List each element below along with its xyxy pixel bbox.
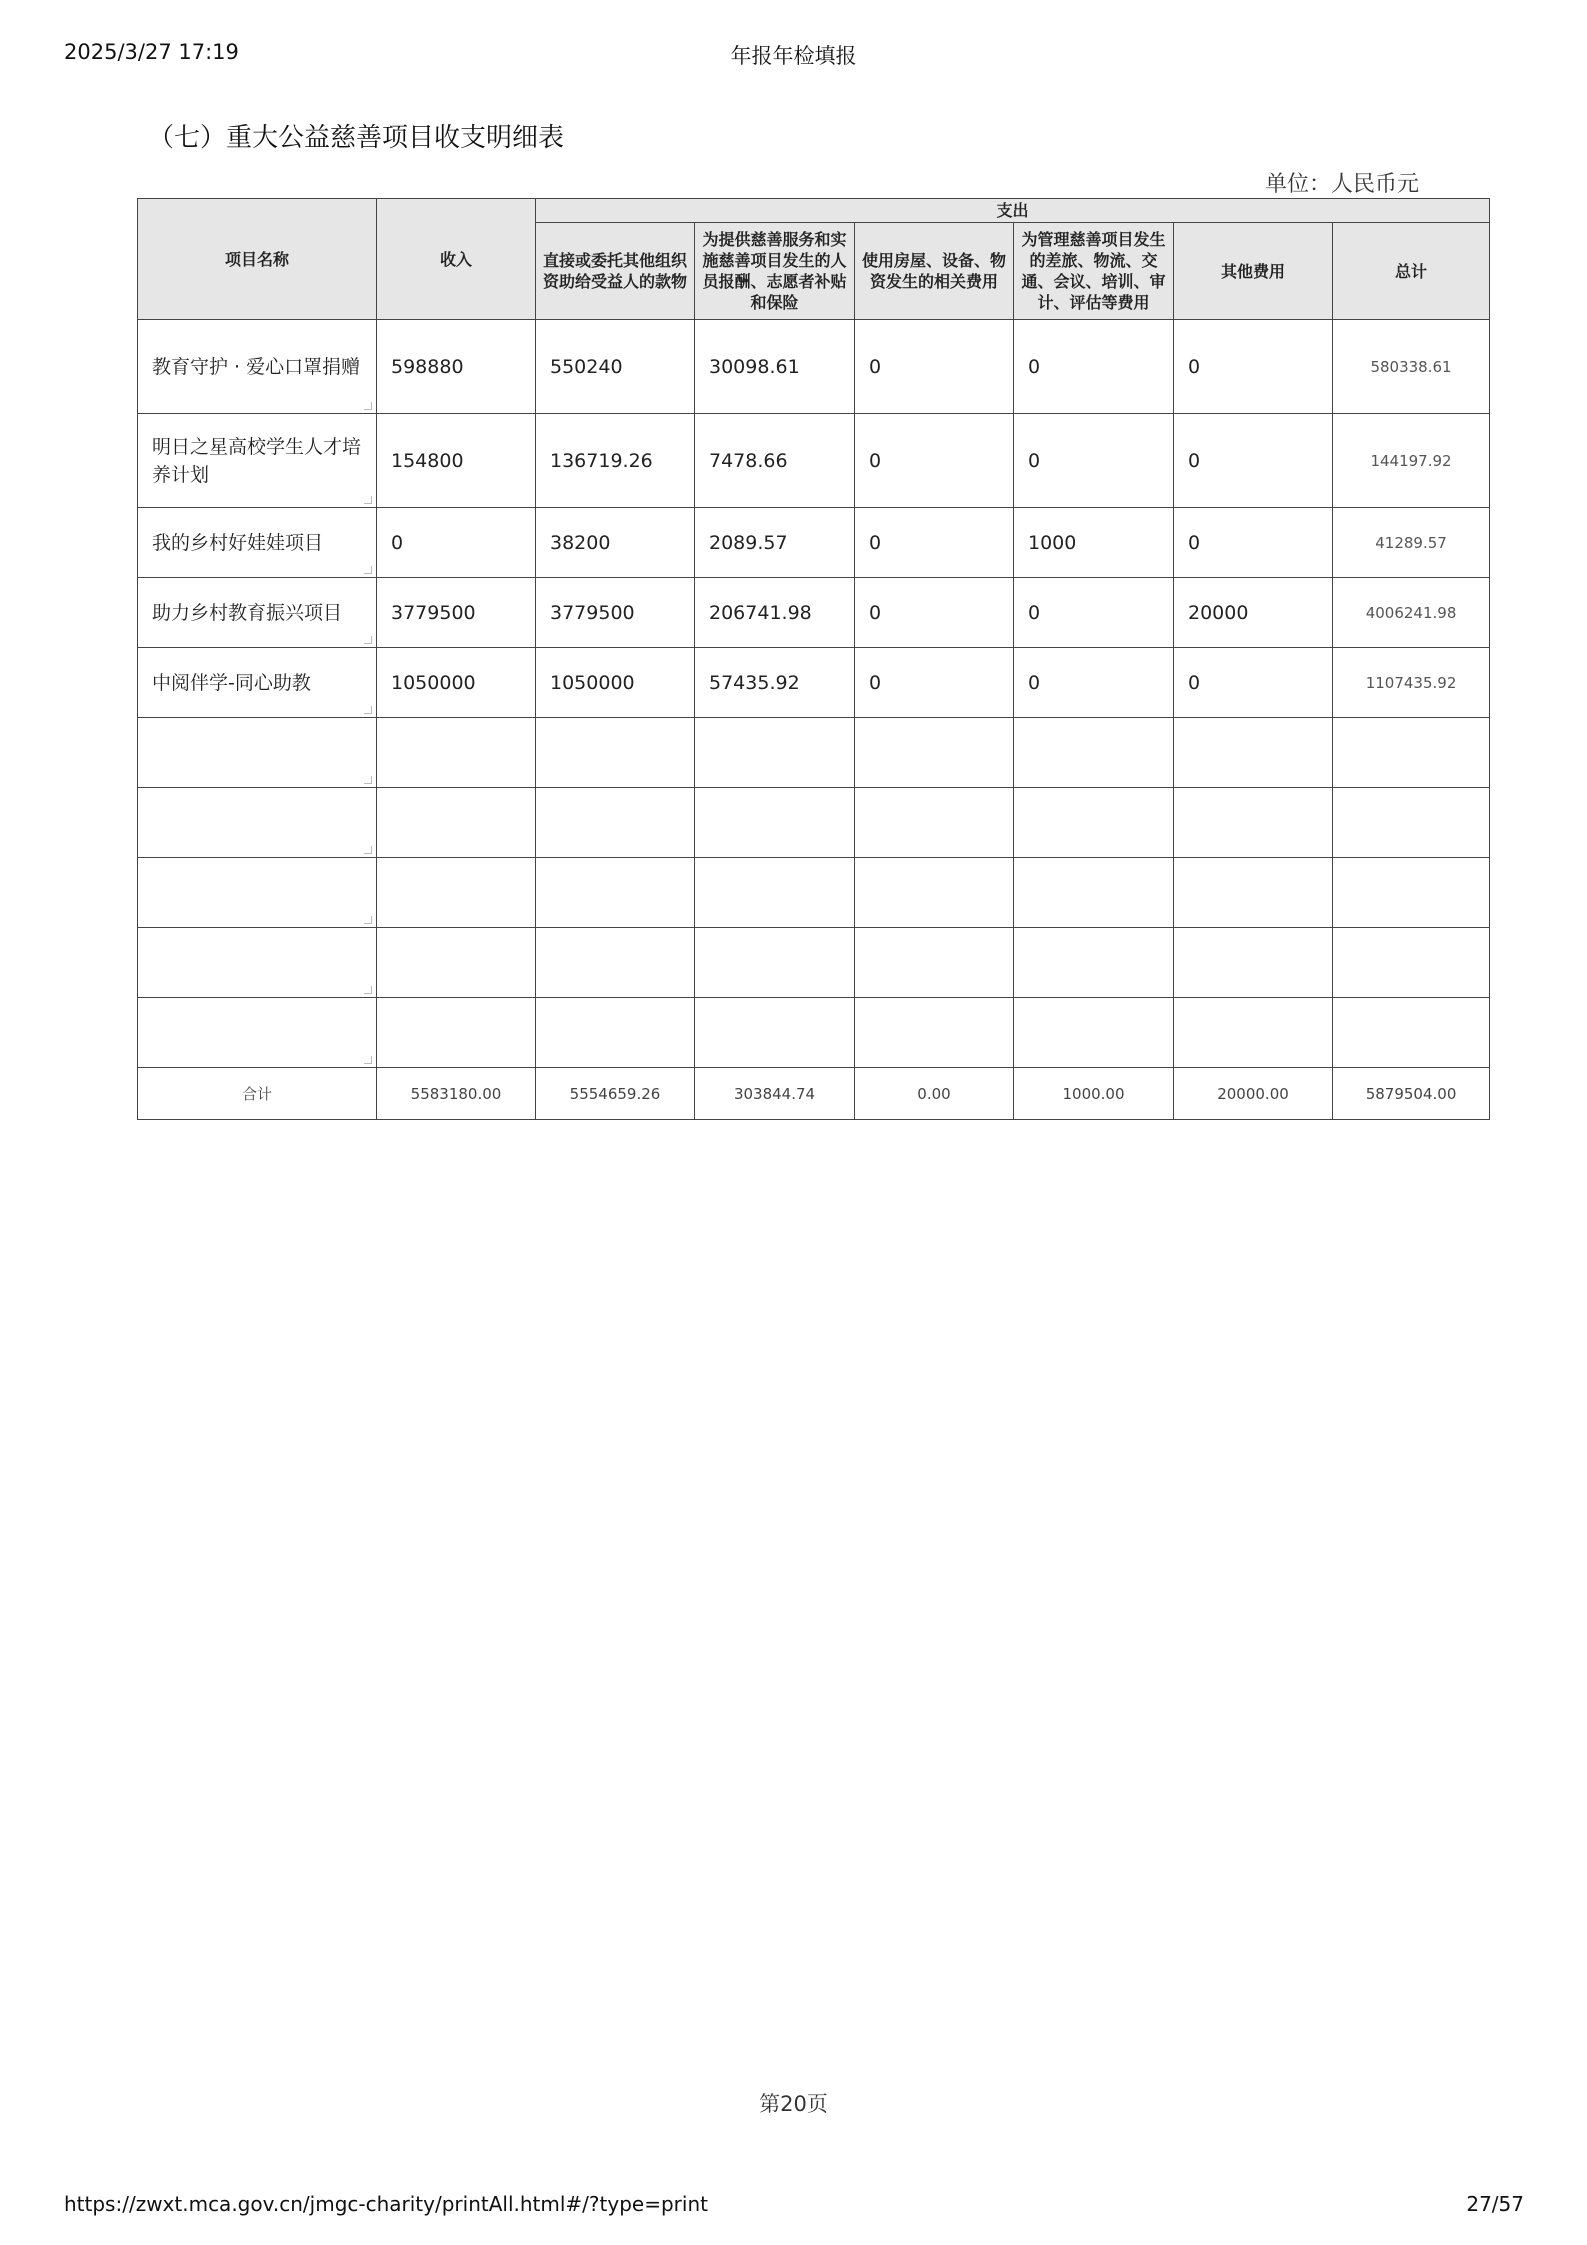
project-name-text: 助力乡村教育振兴项目 xyxy=(152,601,343,624)
resize-grip-icon[interactable] xyxy=(364,402,372,410)
project-name-field[interactable] xyxy=(138,928,377,998)
table-row xyxy=(138,578,1490,648)
table-row xyxy=(138,508,1490,578)
project-name-field[interactable] xyxy=(138,858,377,928)
total-cell: 4006241.98 xyxy=(1333,578,1490,648)
income-cell[interactable] xyxy=(377,998,536,1068)
staff-cost-cell[interactable] xyxy=(695,858,855,928)
sum-direct-aid: 5554659.26 xyxy=(536,1068,695,1120)
resize-grip-icon[interactable] xyxy=(364,916,372,924)
header-admin-cost: 为管理慈善项目发生的差旅、物流、交通、会议、培训、审计、评估等费用 xyxy=(1014,223,1174,320)
resize-grip-icon[interactable] xyxy=(364,846,372,854)
table-row-empty xyxy=(138,718,1490,788)
table-row-empty xyxy=(138,998,1490,1068)
resize-grip-icon[interactable] xyxy=(364,566,372,574)
admin-cost-cell[interactable]: 0 xyxy=(1014,320,1174,414)
direct-aid-cell[interactable] xyxy=(536,718,695,788)
header-other-cost: 其他费用 xyxy=(1174,223,1333,320)
project-name-field[interactable] xyxy=(138,788,377,858)
project-name-field[interactable] xyxy=(138,320,377,414)
staff-cost-cell[interactable] xyxy=(695,788,855,858)
direct-aid-cell[interactable] xyxy=(536,788,695,858)
admin-cost-cell[interactable]: 0 xyxy=(1014,414,1174,508)
sum-staff-cost: 303844.74 xyxy=(695,1068,855,1120)
income-cell[interactable] xyxy=(377,718,536,788)
project-name-text: 中阅伴学-同心助教 xyxy=(152,671,311,694)
income-cell[interactable]: 3779500 xyxy=(377,578,536,648)
income-cell[interactable]: 154800 xyxy=(377,414,536,508)
total-cell xyxy=(1333,998,1490,1068)
total-cell: 41289.57 xyxy=(1333,508,1490,578)
admin-cost-cell[interactable] xyxy=(1014,928,1174,998)
unit-label: 单位：人民币元 xyxy=(1264,172,1419,197)
total-cell: 580338.61 xyxy=(1333,320,1490,414)
admin-cost-cell[interactable] xyxy=(1014,788,1174,858)
income-cell[interactable]: 0 xyxy=(377,508,536,578)
section-title: （七）重大公益慈善项目收支明细表 xyxy=(148,123,565,153)
project-income-expense-table xyxy=(137,198,1490,1120)
facility-cost-cell[interactable]: 0 xyxy=(855,648,1014,718)
facility-cost-cell[interactable] xyxy=(855,788,1014,858)
project-name-text: 教育守护 · 爱心口罩捐赠 xyxy=(152,355,361,378)
resize-grip-icon[interactable] xyxy=(364,986,372,994)
header-staff-cost: 为提供慈善服务和实施慈善项目发生的人员报酬、志愿者补贴和保险 xyxy=(695,223,855,320)
resize-grip-icon[interactable] xyxy=(364,636,372,644)
admin-cost-cell[interactable]: 1000 xyxy=(1014,508,1174,578)
header-direct-aid: 直接或委托其他组织资助给受益人的款物 xyxy=(536,223,695,320)
sum-income: 5583180.00 xyxy=(377,1068,536,1120)
resize-grip-icon[interactable] xyxy=(364,1056,372,1064)
table-row xyxy=(138,320,1490,414)
admin-cost-cell[interactable]: 0 xyxy=(1014,648,1174,718)
income-cell[interactable] xyxy=(377,788,536,858)
staff-cost-cell[interactable] xyxy=(695,998,855,1068)
total-cell xyxy=(1333,718,1490,788)
total-cell: 1107435.92 xyxy=(1333,648,1490,718)
facility-cost-cell[interactable] xyxy=(855,928,1014,998)
direct-aid-cell[interactable]: 3779500 xyxy=(536,578,695,648)
other-cost-cell[interactable]: 0 xyxy=(1174,414,1333,508)
footer-url: https://zwxt.mca.gov.cn/jmgc-charity/printAll.html#/?type=print xyxy=(64,2192,708,2216)
staff-cost-cell[interactable]: 7478.66 xyxy=(695,414,855,508)
table-row xyxy=(138,648,1490,718)
admin-cost-cell[interactable]: 0 xyxy=(1014,578,1174,648)
project-name-field[interactable] xyxy=(138,578,377,648)
table-row-empty xyxy=(138,858,1490,928)
footer-page-count: 27/57 xyxy=(1466,2192,1524,2216)
other-cost-cell[interactable] xyxy=(1174,858,1333,928)
other-cost-cell[interactable] xyxy=(1174,718,1333,788)
project-name-text: 明日之星高校学生人才培养计划 xyxy=(152,435,362,486)
staff-cost-cell[interactable] xyxy=(695,928,855,998)
total-cell xyxy=(1333,788,1490,858)
other-cost-cell[interactable] xyxy=(1174,998,1333,1068)
total-cell xyxy=(1333,858,1490,928)
page-title: 年报年检填报 xyxy=(730,44,857,68)
sum-admin-cost: 1000.00 xyxy=(1014,1068,1174,1120)
total-cell: 144197.92 xyxy=(1333,414,1490,508)
direct-aid-cell[interactable]: 550240 xyxy=(536,320,695,414)
sum-facility-cost: 0.00 xyxy=(855,1068,1014,1120)
header-total: 总计 xyxy=(1333,223,1490,320)
direct-aid-cell[interactable]: 1050000 xyxy=(536,648,695,718)
direct-aid-cell[interactable] xyxy=(536,858,695,928)
table-row xyxy=(138,414,1490,508)
other-cost-cell[interactable]: 20000 xyxy=(1174,578,1333,648)
header-expense-group: 支出 xyxy=(536,199,1490,223)
other-cost-cell[interactable]: 0 xyxy=(1174,320,1333,414)
admin-cost-cell[interactable] xyxy=(1014,858,1174,928)
sum-total: 5879504.00 xyxy=(1333,1068,1490,1120)
table-row-empty xyxy=(138,788,1490,858)
facility-cost-cell[interactable]: 0 xyxy=(855,578,1014,648)
staff-cost-cell[interactable]: 2089.57 xyxy=(695,508,855,578)
page-number: 第20页 xyxy=(759,2092,828,2116)
project-name-field[interactable] xyxy=(138,508,377,578)
other-cost-cell[interactable]: 0 xyxy=(1174,648,1333,718)
table-row-empty xyxy=(138,928,1490,998)
project-name-field[interactable] xyxy=(138,718,377,788)
admin-cost-cell[interactable] xyxy=(1014,998,1174,1068)
direct-aid-cell[interactable]: 38200 xyxy=(536,508,695,578)
facility-cost-cell[interactable]: 0 xyxy=(855,320,1014,414)
income-cell[interactable]: 1050000 xyxy=(377,648,536,718)
other-cost-cell[interactable] xyxy=(1174,788,1333,858)
facility-cost-cell[interactable] xyxy=(855,718,1014,788)
header-income: 收入 xyxy=(377,199,536,320)
resize-grip-icon[interactable] xyxy=(364,776,372,784)
print-datetime: 2025/3/27 17:19 xyxy=(64,40,239,64)
income-cell[interactable] xyxy=(377,928,536,998)
staff-cost-cell[interactable]: 30098.61 xyxy=(695,320,855,414)
header-facility-cost: 使用房屋、设备、物资发生的相关费用 xyxy=(855,223,1014,320)
sum-other-cost: 20000.00 xyxy=(1174,1068,1333,1120)
project-name-field[interactable] xyxy=(138,648,377,718)
direct-aid-cell[interactable] xyxy=(536,998,695,1068)
direct-aid-cell[interactable]: 136719.26 xyxy=(536,414,695,508)
facility-cost-cell[interactable]: 0 xyxy=(855,414,1014,508)
table-sum-row xyxy=(138,1068,1490,1120)
other-cost-cell[interactable] xyxy=(1174,928,1333,998)
resize-grip-icon[interactable] xyxy=(364,496,372,504)
staff-cost-cell[interactable]: 57435.92 xyxy=(695,648,855,718)
other-cost-cell[interactable]: 0 xyxy=(1174,508,1333,578)
income-cell[interactable] xyxy=(377,858,536,928)
project-name-text: 我的乡村好娃娃项目 xyxy=(152,531,324,554)
project-name-field[interactable] xyxy=(138,414,377,508)
staff-cost-cell[interactable] xyxy=(695,718,855,788)
facility-cost-cell[interactable] xyxy=(855,858,1014,928)
staff-cost-cell[interactable]: 206741.98 xyxy=(695,578,855,648)
sum-label: 合计 xyxy=(138,1068,377,1120)
total-cell xyxy=(1333,928,1490,998)
header-project-name: 项目名称 xyxy=(138,199,377,320)
admin-cost-cell[interactable] xyxy=(1014,718,1174,788)
project-name-field[interactable] xyxy=(138,998,377,1068)
facility-cost-cell[interactable] xyxy=(855,998,1014,1068)
facility-cost-cell[interactable]: 0 xyxy=(855,508,1014,578)
direct-aid-cell[interactable] xyxy=(536,928,695,998)
resize-grip-icon[interactable] xyxy=(364,706,372,714)
income-cell[interactable]: 598880 xyxy=(377,320,536,414)
